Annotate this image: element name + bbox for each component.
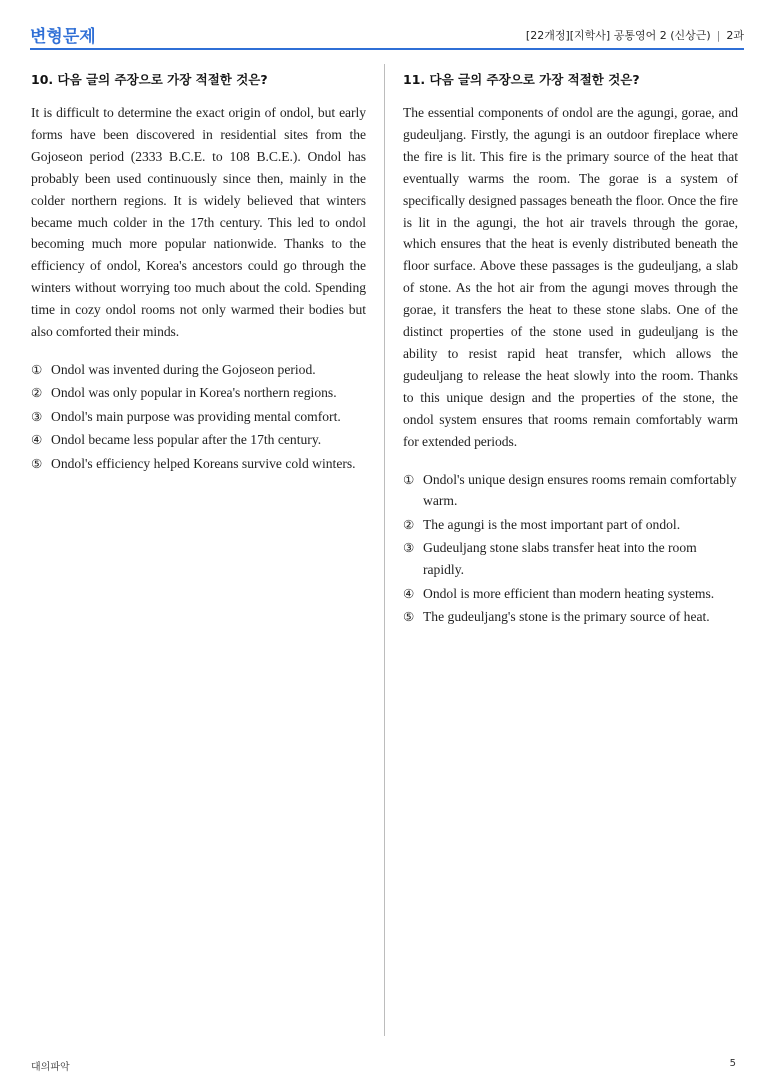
option-text: Ondol's efficiency helped Koreans survive cold winters.: [51, 455, 356, 471]
option-text: Ondol's unique design ensures rooms remain comfortably warm.: [423, 471, 737, 509]
column-divider: [384, 64, 385, 1036]
answer-option[interactable]: [31, 382, 366, 404]
lesson-label: 2과: [726, 29, 744, 42]
header-meta: [526, 27, 744, 43]
option-number: ③: [31, 408, 43, 424]
option-number: ④: [403, 585, 415, 601]
option-text: Ondol was only popular in Korea's northern regions.: [51, 385, 337, 401]
page-number: 5: [729, 1058, 736, 1069]
textbook-info: [22개정][지학사] 공통영어 2 (신상근): [525, 29, 711, 42]
question-10: [31, 70, 366, 476]
answer-option[interactable]: [403, 606, 738, 628]
question-title: 11. 다음 글의 주장으로 가장 적절한 것은?: [403, 72, 640, 87]
answer-option[interactable]: [31, 406, 366, 428]
option-text: The agungi is the most important part of ondol.: [423, 516, 681, 532]
section-title: 변형문제: [30, 27, 96, 47]
option-text: Ondol became less popular after the 17th century.: [51, 432, 322, 448]
answer-option[interactable]: [403, 583, 738, 605]
answer-option[interactable]: [403, 514, 738, 536]
question-11: [403, 70, 738, 629]
option-number: ②: [403, 516, 415, 532]
option-number: ③: [403, 540, 415, 556]
option-number: ④: [31, 432, 43, 448]
answer-options: [403, 469, 738, 628]
answer-option[interactable]: [403, 537, 738, 581]
footer-publisher: 대의파악: [31, 1062, 70, 1073]
option-text: The gudeuljang's stone is the primary source of heat.: [423, 608, 710, 624]
answer-option[interactable]: [403, 469, 738, 513]
option-number: ②: [31, 385, 43, 401]
option-number: ⑤: [31, 455, 43, 471]
option-text: Ondol was invented during the Gojoseon period.: [51, 361, 316, 377]
option-number: ①: [403, 471, 415, 487]
option-text: Ondol is more efficient than modern heating systems.: [423, 585, 715, 601]
answer-option[interactable]: [31, 453, 366, 475]
option-text: Gudeuljang stone slabs transfer heat into the room rapidly.: [423, 540, 697, 578]
answer-options: [31, 359, 366, 475]
option-text: Ondol's main purpose was providing mental comfort.: [51, 408, 341, 424]
answer-option[interactable]: [31, 359, 366, 381]
page-header: [30, 20, 744, 50]
header-separator: |: [716, 29, 721, 42]
question-title: 10. 다음 글의 주장으로 가장 적절한 것은?: [31, 72, 268, 87]
option-number: ①: [31, 361, 43, 377]
option-number: ⑤: [403, 608, 415, 624]
question-passage: The essential components of ondol are the agungi, gorae, and gudeuljang. Firstly, the agungi is an outdoor fireplace where the fire is lit. This fire is the primary source of the heat that eventually warms the room. The gorae is a system of specifically designed passages beneath the floor. Once the fire is lit in the agungi, the hot air travels through the gorae, which ensures that the heat is evenly distributed beneath the floor surface. Above these passages is the gudeuljang, a slab of stone. As the hot air from the agungi moves through the gorae, it transfers the heat to these stone slabs. One of the distinct properties of the stone used in gudeuljang is the ability to resist rapid heat transfer, which allows the gudeuljang to release the heat slowly into the room. Thanks to this unique design and the properties of the stone, the ondol system ensures that rooms remain comfortably warm for extended periods.: [403, 105, 738, 449]
question-passage: It is difficult to determine the exact origin of ondol, but early forms have been discovered in residential sites from the Gojoseon period (2333 B.C.E. to 108 B.C.E.). Ondol has probably been used continuously since then, mainly in the colder northern regions. It is widely believed that winters became much colder in the 17th century. This led to ondol becoming much more popular nationwide. Thanks to the efficiency of ondol, Korea's ancestors could go through the winters without worrying too much about the cold. Spending time in cozy ondol rooms not only warmed their bodies but also comforted their minds.: [31, 105, 366, 340]
answer-option[interactable]: [31, 429, 366, 451]
